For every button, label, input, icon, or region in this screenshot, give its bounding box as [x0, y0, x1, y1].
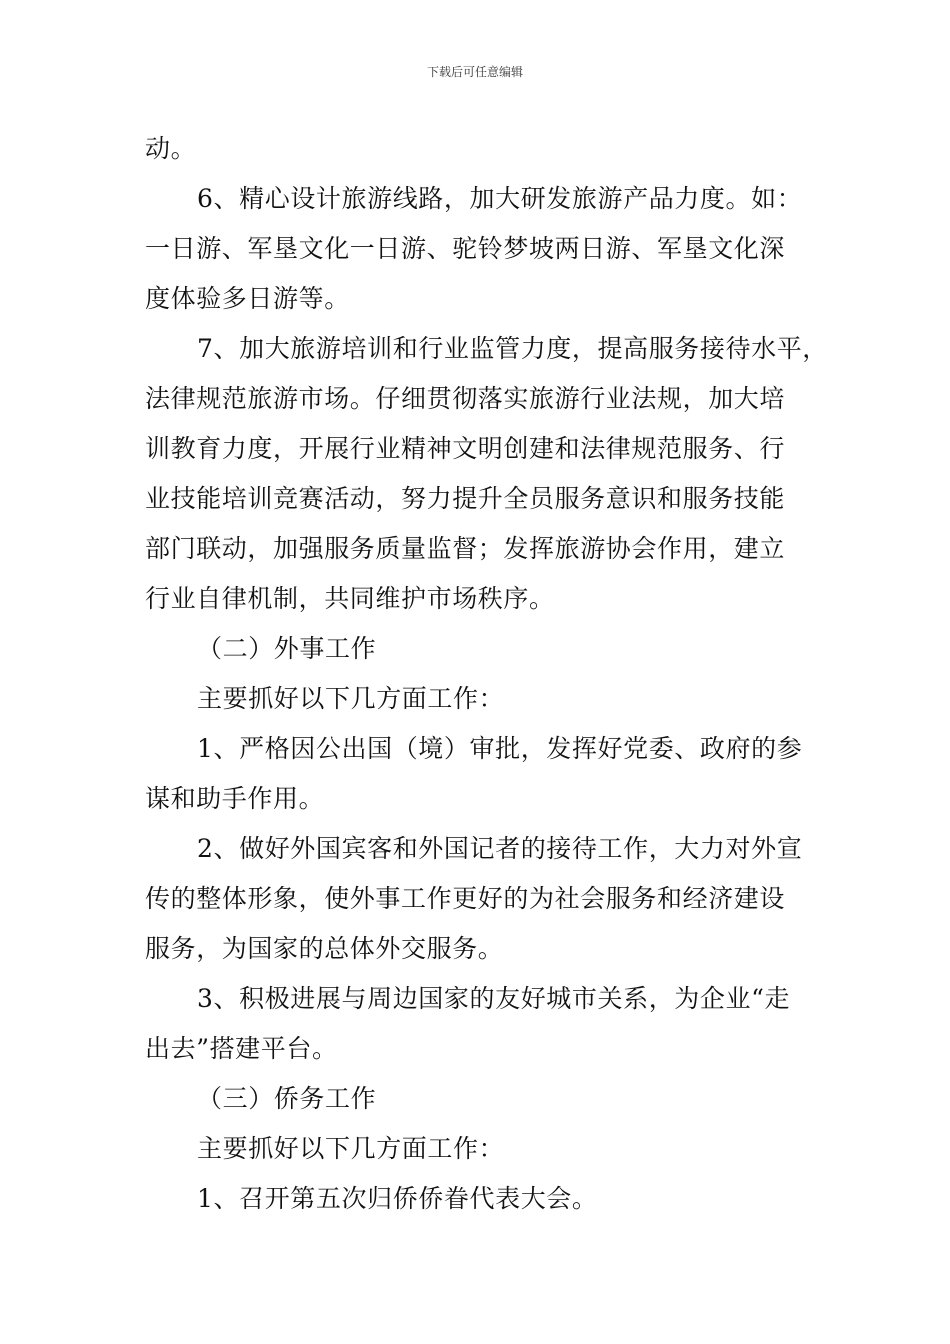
text-line: 出去”搭建平台。 [145, 1034, 338, 1063]
text-line: 服务，为国家的总体外交服务。 [145, 934, 504, 963]
text-line: 7、加大旅游培训和行业监管力度，提高服务接待水平， [197, 334, 828, 363]
text-line: 1、严格因公出国（境）审批，发挥好党委、政府的参 [197, 734, 803, 763]
text-line: 2、做好外国宾客和外国记者的接待工作，大力对外宣 [197, 834, 803, 863]
text-line: 动。 [145, 134, 197, 163]
text-line: 主要抓好以下几方面工作： [197, 684, 505, 713]
section-heading: （二）外事工作 [197, 634, 377, 663]
section-heading: （三）侨务工作 [197, 1084, 377, 1113]
text-line: 6、精心设计旅游线路，加大研发旅游产品力度。如： [197, 184, 803, 213]
text-line: 一日游、军垦文化一日游、驼铃梦坡两日游、军垦文化深 [145, 234, 786, 263]
text-line: 度体验多日游等。 [145, 284, 350, 313]
text-line: 主要抓好以下几方面工作： [197, 1134, 505, 1163]
text-line: 部门联动，加强服务质量监督；发挥旅游协会作用，建立 [145, 534, 786, 563]
text-line: 谋和助手作用。 [145, 784, 325, 813]
text-line: 法律规范旅游市场。仔细贯彻落实旅游行业法规，加大培 [145, 384, 786, 413]
text-line: 1、召开第五次归侨侨眷代表大会。 [197, 1184, 598, 1213]
text-line: 行业自律机制，共同维护市场秩序。 [145, 584, 555, 613]
text-line: 3、积极进展与周边国家的友好城市关系，为企业“走 [197, 984, 791, 1013]
text-line: 传的整体形象，使外事工作更好的为社会服务和经济建设 [145, 884, 786, 913]
text-line: 训教育力度，开展行业精神文明创建和法律规范服务、行 [145, 434, 786, 463]
text-line: 业技能培训竞赛活动，努力提升全员服务意识和服务技能 [145, 484, 786, 513]
page-header: 下载后可任意编辑 [426, 65, 523, 79]
